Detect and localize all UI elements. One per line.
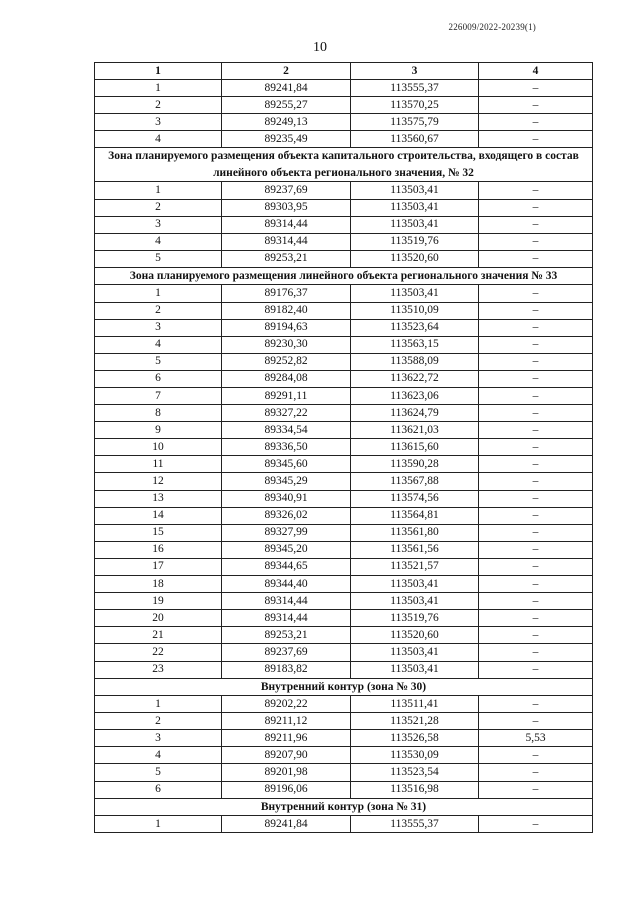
- y-coordinate-cell: 113519,76: [351, 610, 479, 627]
- x-coordinate-cell: 89253,21: [222, 627, 351, 644]
- point-number-cell: 21: [95, 627, 222, 644]
- table-row: [95, 302, 593, 319]
- accuracy-cell: –: [479, 97, 593, 114]
- y-coordinate-cell: 113564,81: [351, 507, 479, 524]
- y-coordinate-cell: 113622,72: [351, 370, 479, 387]
- x-coordinate-cell: 89314,44: [222, 610, 351, 627]
- point-number-cell: 1: [95, 80, 222, 97]
- point-number-cell: 23: [95, 661, 222, 678]
- y-coordinate-cell: 113521,28: [351, 713, 479, 730]
- x-coordinate-cell: 89235,49: [222, 131, 351, 148]
- accuracy-cell: –: [479, 541, 593, 558]
- section-title-row: [95, 267, 593, 285]
- point-number-cell: 3: [95, 319, 222, 336]
- accuracy-cell: –: [479, 285, 593, 302]
- table-row: [95, 644, 593, 661]
- table-row: [95, 97, 593, 114]
- y-coordinate-cell: 113503,41: [351, 199, 479, 216]
- accuracy-cell: –: [479, 422, 593, 439]
- point-number-cell: 5: [95, 764, 222, 781]
- y-coordinate-cell: 113567,88: [351, 473, 479, 490]
- x-coordinate-cell: 89194,63: [222, 319, 351, 336]
- table-row: [95, 336, 593, 353]
- point-number-cell: 13: [95, 490, 222, 507]
- table-row: [95, 250, 593, 267]
- accuracy-cell: –: [479, 627, 593, 644]
- table-row: [95, 661, 593, 678]
- accuracy-cell: –: [479, 816, 593, 833]
- point-number-cell: 16: [95, 541, 222, 558]
- y-coordinate-cell: 113615,60: [351, 439, 479, 456]
- y-coordinate-cell: 113521,57: [351, 558, 479, 575]
- accuracy-cell: –: [479, 524, 593, 541]
- table-row: [95, 439, 593, 456]
- point-number-cell: 4: [95, 233, 222, 250]
- y-coordinate-cell: 113623,06: [351, 388, 479, 405]
- section-title-row: [95, 148, 593, 182]
- table-row: [95, 473, 593, 490]
- point-number-cell: 14: [95, 507, 222, 524]
- x-coordinate-cell: 89344,65: [222, 558, 351, 575]
- y-coordinate-cell: 113503,41: [351, 182, 479, 199]
- table-row: [95, 558, 593, 575]
- accuracy-cell: –: [479, 388, 593, 405]
- accuracy-cell: –: [479, 353, 593, 370]
- table-row: [95, 353, 593, 370]
- table-row: [95, 730, 593, 747]
- point-number-cell: 4: [95, 747, 222, 764]
- table-header-row: [95, 63, 593, 80]
- point-number-cell: 5: [95, 250, 222, 267]
- accuracy-cell: –: [479, 370, 593, 387]
- y-coordinate-cell: 113503,41: [351, 216, 479, 233]
- table-row: [95, 764, 593, 781]
- accuracy-cell: –: [479, 610, 593, 627]
- y-coordinate-cell: 113561,80: [351, 524, 479, 541]
- section-title-row: [95, 678, 593, 696]
- table-row: [95, 593, 593, 610]
- x-coordinate-cell: 89345,60: [222, 456, 351, 473]
- table-row: [95, 713, 593, 730]
- point-number-cell: 2: [95, 199, 222, 216]
- point-number-cell: 1: [95, 182, 222, 199]
- point-number-cell: 12: [95, 473, 222, 490]
- point-number-cell: 3: [95, 114, 222, 131]
- accuracy-cell: –: [479, 336, 593, 353]
- y-coordinate-cell: 113523,54: [351, 764, 479, 781]
- y-coordinate-cell: 113574,56: [351, 490, 479, 507]
- x-coordinate-cell: 89183,82: [222, 661, 351, 678]
- table-row: [95, 627, 593, 644]
- point-number-cell: 4: [95, 131, 222, 148]
- y-coordinate-cell: 113575,79: [351, 114, 479, 131]
- accuracy-cell: –: [479, 781, 593, 798]
- header-cell-1: 1: [95, 63, 222, 80]
- accuracy-cell: –: [479, 80, 593, 97]
- point-number-cell: 8: [95, 405, 222, 422]
- x-coordinate-cell: 89249,13: [222, 114, 351, 131]
- table-row: [95, 216, 593, 233]
- accuracy-cell: –: [479, 661, 593, 678]
- table-row: [95, 422, 593, 439]
- point-number-cell: 5: [95, 353, 222, 370]
- point-number-cell: 9: [95, 422, 222, 439]
- point-number-cell: 3: [95, 216, 222, 233]
- accuracy-cell: –: [479, 644, 593, 661]
- table-row: [95, 610, 593, 627]
- y-coordinate-cell: 113516,98: [351, 781, 479, 798]
- x-coordinate-cell: 89255,27: [222, 97, 351, 114]
- x-coordinate-cell: 89196,06: [222, 781, 351, 798]
- y-coordinate-cell: 113526,58: [351, 730, 479, 747]
- table-row: [95, 405, 593, 422]
- header-cell-4: 4: [479, 63, 593, 80]
- point-number-cell: 4: [95, 336, 222, 353]
- y-coordinate-cell: 113523,64: [351, 319, 479, 336]
- table-row: [95, 233, 593, 250]
- accuracy-cell: –: [479, 250, 593, 267]
- accuracy-cell: –: [479, 405, 593, 422]
- x-coordinate-cell: 89314,44: [222, 233, 351, 250]
- y-coordinate-cell: 113503,41: [351, 661, 479, 678]
- section-title: Зона планируемого размещения линейного объекта регионального значения № 33: [95, 267, 593, 285]
- accuracy-cell: –: [479, 199, 593, 216]
- table-row: [95, 576, 593, 593]
- header-cell-2: 2: [222, 63, 351, 80]
- accuracy-cell: –: [479, 747, 593, 764]
- y-coordinate-cell: 113503,41: [351, 576, 479, 593]
- point-number-cell: 2: [95, 302, 222, 319]
- point-number-cell: 7: [95, 388, 222, 405]
- accuracy-cell: –: [479, 216, 593, 233]
- point-number-cell: 6: [95, 370, 222, 387]
- y-coordinate-cell: 113560,67: [351, 131, 479, 148]
- accuracy-cell: –: [479, 233, 593, 250]
- y-coordinate-cell: 113624,79: [351, 405, 479, 422]
- x-coordinate-cell: 89201,98: [222, 764, 351, 781]
- section-title: Внутренний контур (зона № 30): [95, 678, 593, 696]
- x-coordinate-cell: 89211,96: [222, 730, 351, 747]
- accuracy-cell: –: [479, 576, 593, 593]
- point-number-cell: 18: [95, 576, 222, 593]
- x-coordinate-cell: 89202,22: [222, 696, 351, 713]
- x-coordinate-cell: 89314,44: [222, 216, 351, 233]
- point-number-cell: 2: [95, 713, 222, 730]
- table-row: [95, 456, 593, 473]
- accuracy-cell: –: [479, 319, 593, 336]
- x-coordinate-cell: 89344,40: [222, 576, 351, 593]
- x-coordinate-cell: 89237,69: [222, 182, 351, 199]
- point-number-cell: 2: [95, 97, 222, 114]
- page-number: 10: [313, 40, 327, 55]
- table-row: [95, 781, 593, 798]
- accuracy-cell: –: [479, 713, 593, 730]
- point-number-cell: 10: [95, 439, 222, 456]
- x-coordinate-cell: 89291,11: [222, 388, 351, 405]
- table-row: [95, 524, 593, 541]
- accuracy-cell: –: [479, 490, 593, 507]
- table-row: [95, 816, 593, 833]
- table-row: [95, 131, 593, 148]
- accuracy-cell: –: [479, 507, 593, 524]
- y-coordinate-cell: 113621,03: [351, 422, 479, 439]
- point-number-cell: 20: [95, 610, 222, 627]
- x-coordinate-cell: 89241,84: [222, 816, 351, 833]
- section-title-row: [95, 798, 593, 816]
- point-number-cell: 1: [95, 285, 222, 302]
- table-row: [95, 182, 593, 199]
- accuracy-cell: –: [479, 182, 593, 199]
- y-coordinate-cell: 113530,09: [351, 747, 479, 764]
- x-coordinate-cell: 89182,40: [222, 302, 351, 319]
- accuracy-cell: –: [479, 131, 593, 148]
- table-row: [95, 388, 593, 405]
- y-coordinate-cell: 113561,56: [351, 541, 479, 558]
- x-coordinate-cell: 89345,20: [222, 541, 351, 558]
- x-coordinate-cell: 89314,44: [222, 593, 351, 610]
- y-coordinate-cell: 113555,37: [351, 816, 479, 833]
- y-coordinate-cell: 113511,41: [351, 696, 479, 713]
- accuracy-cell: –: [479, 764, 593, 781]
- table-body: [95, 80, 593, 833]
- table-row: [95, 285, 593, 302]
- y-coordinate-cell: 113520,60: [351, 250, 479, 267]
- coordinates-table: [94, 62, 593, 833]
- table-row: [95, 747, 593, 764]
- x-coordinate-cell: 89237,69: [222, 644, 351, 661]
- document-number: 226009/2022-20239(1): [448, 22, 536, 32]
- table-row: [95, 80, 593, 97]
- x-coordinate-cell: 89334,54: [222, 422, 351, 439]
- x-coordinate-cell: 89284,08: [222, 370, 351, 387]
- point-number-cell: 17: [95, 558, 222, 575]
- accuracy-cell: –: [479, 456, 593, 473]
- y-coordinate-cell: 113588,09: [351, 353, 479, 370]
- accuracy-cell: –: [479, 114, 593, 131]
- x-coordinate-cell: 89345,29: [222, 473, 351, 490]
- accuracy-cell: –: [479, 558, 593, 575]
- accuracy-cell: –: [479, 696, 593, 713]
- point-number-cell: 6: [95, 781, 222, 798]
- table-row: [95, 199, 593, 216]
- point-number-cell: 19: [95, 593, 222, 610]
- y-coordinate-cell: 113563,15: [351, 336, 479, 353]
- accuracy-cell: –: [479, 593, 593, 610]
- x-coordinate-cell: 89253,21: [222, 250, 351, 267]
- table-row: [95, 507, 593, 524]
- point-number-cell: 1: [95, 816, 222, 833]
- x-coordinate-cell: 89230,30: [222, 336, 351, 353]
- x-coordinate-cell: 89207,90: [222, 747, 351, 764]
- section-title: Внутренний контур (зона № 31): [95, 798, 593, 816]
- point-number-cell: 22: [95, 644, 222, 661]
- point-number-cell: 15: [95, 524, 222, 541]
- y-coordinate-cell: 113503,41: [351, 593, 479, 610]
- x-coordinate-cell: 89252,82: [222, 353, 351, 370]
- point-number-cell: 3: [95, 730, 222, 747]
- x-coordinate-cell: 89241,84: [222, 80, 351, 97]
- y-coordinate-cell: 113555,37: [351, 80, 479, 97]
- table-row: [95, 541, 593, 558]
- accuracy-cell: –: [479, 302, 593, 319]
- table-row: [95, 319, 593, 336]
- y-coordinate-cell: 113503,41: [351, 285, 479, 302]
- accuracy-cell: –: [479, 439, 593, 456]
- x-coordinate-cell: 89326,02: [222, 507, 351, 524]
- y-coordinate-cell: 113510,09: [351, 302, 479, 319]
- x-coordinate-cell: 89211,12: [222, 713, 351, 730]
- point-number-cell: 1: [95, 696, 222, 713]
- table-row: [95, 114, 593, 131]
- section-title: Зона планируемого размещения объекта капитального строительства, входящего в состав линейного объекта регионального значения, № 32: [95, 148, 593, 182]
- y-coordinate-cell: 113520,60: [351, 627, 479, 644]
- x-coordinate-cell: 89327,22: [222, 405, 351, 422]
- y-coordinate-cell: 113503,41: [351, 644, 479, 661]
- table-row: [95, 696, 593, 713]
- x-coordinate-cell: 89327,99: [222, 524, 351, 541]
- y-coordinate-cell: 113570,25: [351, 97, 479, 114]
- x-coordinate-cell: 89340,91: [222, 490, 351, 507]
- y-coordinate-cell: 113519,76: [351, 233, 479, 250]
- accuracy-cell: –: [479, 473, 593, 490]
- x-coordinate-cell: 89303,95: [222, 199, 351, 216]
- point-number-cell: 11: [95, 456, 222, 473]
- header-cell-3: 3: [351, 63, 479, 80]
- accuracy-cell: 5,53: [479, 730, 593, 747]
- x-coordinate-cell: 89176,37: [222, 285, 351, 302]
- table-row: [95, 370, 593, 387]
- y-coordinate-cell: 113590,28: [351, 456, 479, 473]
- table-row: [95, 490, 593, 507]
- x-coordinate-cell: 89336,50: [222, 439, 351, 456]
